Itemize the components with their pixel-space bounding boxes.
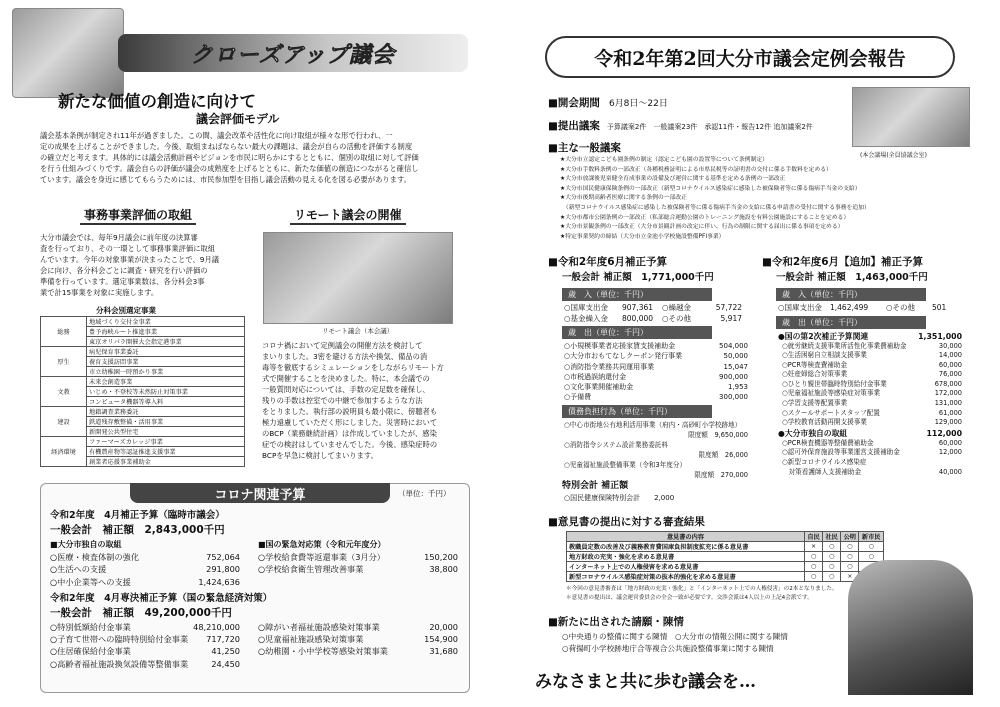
banner-title: クローズアップ議会 — [190, 42, 396, 68]
ippan-item: ★大分市後期高齢者医療に関する条例の一部改正 — [560, 195, 687, 202]
table-cell: 新開発公共型住宅 — [87, 427, 245, 437]
table-header: 新市民 — [859, 532, 884, 542]
remote-title: リモート議会の開催 — [290, 206, 406, 225]
ippan-item: ★大分市国民健康保険条例の一部改正（新型コロナウイルス感染症に感染した被保険者等に係る傷病手当金の支給） — [560, 185, 861, 192]
budget-row: ○大分市おもてなしクーポン発行事業 50,000 — [564, 352, 748, 361]
committee-table — [40, 316, 245, 467]
group-name: 厚生 — [41, 347, 87, 377]
item-value: 57,722 — [715, 303, 742, 312]
sainyu-band: 歳 入（単位：千円） — [776, 288, 926, 301]
saimu-band: 債務負担行為（単位：千円） — [562, 405, 712, 418]
ippan-item: ★大分市手数料条例の一部改正（各種税務証明による市県民税等の証明書の交付に係る手数料を定める） — [560, 166, 832, 173]
budget-row: ○幼稚園・小中学校等感染対策事業 31,680 — [258, 646, 458, 657]
ippan-item: ★大分市立認定こども園条例の制定（認定こども園の設置等について条例制定） — [560, 157, 768, 163]
slogan: みなさまと共に歩む議会を… — [535, 672, 756, 692]
item-label: ○国庫支出金 — [564, 303, 609, 312]
jigyo-line: んでいます。今年の対象事業が決まったことで、9月議 — [40, 255, 220, 264]
report-title-box — [545, 36, 955, 78]
remote-line: 一般質問対応については、手数の定足数を確保し、 — [262, 385, 430, 394]
intro-text — [40, 130, 470, 185]
intro-line: 議会基本条例が制定され11年が過ぎました。この間、議会改革や活性化に向け取組が様々な形で行われ、一 — [40, 131, 393, 140]
seigan-title: ■新たに出された請願・陳情 — [548, 616, 684, 628]
tokubetsu-row: ○国民健康保険特別会計 2,000 — [564, 493, 675, 502]
subhead: 議会評価モデル — [196, 112, 280, 126]
budget-row: ○小規模事業者応援家賃支援補助金 504,000 — [564, 342, 748, 350]
ippan-item: （新型コロナウイルス感染症に感染した被保険者等に係る傷病手当金の支給に係る申請書の受付に関する事務を追加） — [560, 204, 870, 211]
seigan-item: ○中央通りの整備に関する陳情 — [562, 632, 668, 641]
corona-unit: （単位：千円） — [398, 489, 451, 498]
table-cell: コンピュータ機器等導入料 — [87, 397, 245, 407]
budget-row: ○文化事業開催補助金 1,953 — [564, 383, 748, 392]
table-cell: 創業者応援事業補助金 — [87, 457, 245, 467]
remote-line: のBCP（業務継続計画）は作成していましたが、感染 — [262, 429, 437, 438]
budget-row: ○スクールサポートスタッフ配置 61,000 — [782, 408, 962, 417]
headline: 新たな価値の創造に向けて — [58, 92, 256, 111]
intro-line: を行う仕組みづくりです。議会自らの評価が議会の成熟度を上げるとともに、新たな価値の創造につながると確信し — [40, 164, 419, 173]
budget-row: ○特別低額給付金事業 48,210,000 — [50, 621, 240, 632]
budget-row: ○生活への支援 291,800 — [50, 564, 240, 575]
table-cell: 未来会創造事業 — [87, 377, 245, 387]
june-total: 一般会計 補正額 1,771,000千円 — [562, 272, 714, 283]
remote-text — [262, 340, 462, 461]
saimu-item: ○消防指令システム設計業務委託料 — [564, 440, 668, 449]
intro-line: ています。議会を身近に感じてもらうためには、市民参加型を目指し議会活動の見える化を図る必要があります。 — [40, 175, 411, 184]
budget-row: ○子育て世帯への臨時特別給付金事業 717,720 — [50, 634, 240, 645]
table-cell: 有機農産物等認証推進支援事業 — [87, 447, 245, 457]
table-title: 分科会別選定事業 — [96, 306, 156, 315]
budget-row: ○高齢者福祉施設換気設備等整備事業 24,450 — [50, 658, 240, 669]
seigan-item: ○荷揚町小学校跡地庁合等複合公共施設整備事業に関する陳情 — [562, 644, 774, 653]
note-line: ＊意見書の提出は、議会運営委員会の全会一致が必要です。交渉会派は4人以上の上記4会派です。 — [566, 595, 813, 601]
table-cell: 市立幼稚園一時預かり事業 — [87, 367, 245, 377]
table-header: 公明 — [841, 532, 859, 542]
table-cell: 東京オリパラ開催大会指定港事業 — [87, 337, 245, 347]
ippan-item: ★大分市放課後児童健全育成事業の設備及び運営に関する基準を定める条例の一部改正 — [560, 176, 786, 183]
iken-notes — [566, 585, 886, 603]
budget-row: ○消防指令業務共同運用事業 15,047 — [564, 362, 748, 371]
council-chair-photo — [12, 8, 124, 98]
saimu-limit: 限度額 9,650,000 — [688, 430, 748, 439]
budget-row: ○予備費 300,000 — [564, 393, 748, 402]
table-row: 地方財政の充実・強化を求める意見書 ○ ○ ○ ○ — [567, 552, 884, 562]
budget-row: ○学習支援等配置事業 131,000 — [782, 399, 962, 408]
group-name: 経済環境 — [41, 437, 87, 467]
budget-row: 対策看護師人支援補助金 40,000 — [782, 467, 962, 476]
group-name: 総務 — [41, 317, 87, 347]
jigyo-line: 大分市議会では、毎年9月議会に前年度の決算審 — [40, 233, 198, 242]
tsuika-title: ■令和2年度6月【追加】補正予算 — [762, 256, 924, 268]
table-cell: 養育支援訪問事業 — [87, 357, 245, 367]
opinion-table — [566, 531, 884, 582]
table-cell: 病児保育事業委託 — [87, 347, 245, 357]
item-label: ○その他 — [662, 313, 692, 323]
item-value: 1,462,499 — [830, 303, 869, 312]
item-label: ○国庫支出金 — [778, 303, 823, 312]
tokubetsu-total: 特別会計 補正額 — [562, 480, 629, 491]
chamber-caption: (本会議場(全員協議会室) — [860, 152, 928, 159]
ippan-list — [560, 156, 960, 242]
report-title: 令和2年第2回大分市議会定例会報告 — [594, 47, 906, 70]
budget-row: ○妊産婦総合対策事業 76,000 — [782, 370, 962, 379]
table-cell: 地域づくり交付金事業 — [87, 317, 245, 327]
budget-row: ○ひとり親世帯臨時特別給付金事業 678,000 — [782, 379, 962, 388]
remote-line: 極力遠慮していただく形にしました。災害時において — [262, 418, 438, 427]
budget-row: ○PCR等検査費補助金 60,000 — [782, 360, 962, 369]
table-row: 教職員定数の改善及び義務教育費国庫負担制度拡充に係る意見書 × ○ ○ ○ — [567, 542, 884, 552]
table-cell: ファーマーズカレッジ事業 — [87, 437, 245, 447]
saimu-item: ○中心市街地公有地利活用事業（府内・高砂町小学校跡地） — [564, 420, 742, 429]
remote-session-photo — [263, 232, 453, 324]
budget-row: ○学校給食費等返還事業（3月分） 150,200 — [258, 552, 458, 562]
saishutsu-band: 歳 出（単位：千円） — [562, 326, 712, 339]
june-budget — [548, 254, 748, 503]
budget-row: ○学校教育活動再開支援事業 129,000 — [782, 418, 962, 427]
item-value: 501 — [932, 303, 947, 312]
table-cell: 鉄道残存敷整備・活用事業 — [87, 417, 245, 427]
corona-content — [50, 508, 462, 670]
remote-line: コロナ禍において定例議会の開催方法を検討して — [262, 341, 423, 350]
budget-row: ○児童福祉施設感染対策事業 154,900 — [258, 634, 458, 645]
saimu-limit: 限度額 270,000 — [694, 470, 748, 479]
remote-line: 症での検討はしていませんでした。今後、感染症時の — [262, 440, 438, 449]
table-cell: いじめ・不登校等未然防止対策事業 — [87, 387, 245, 397]
koku-head: ●国の第2次補正予算関連 1,351,000 — [778, 331, 962, 341]
tsuika-total: 一般会計 補正額 1,463,000千円 — [776, 272, 928, 283]
teishutsu: ■提出議案 予算議案2件 一般議案23件 承認11件・報告12件 追加議案2件 — [548, 120, 813, 132]
budget-row: ○住居確保給付金事業 41,250 — [50, 646, 240, 657]
jigyo-line: 査を行っており、その一環として事務事業評価に取組 — [40, 244, 216, 253]
senketsu-total: 一般会計 補正額 49,200,000千円 — [50, 606, 232, 619]
corona-title-band — [130, 483, 390, 503]
budget-row: ○認可外保育施設等事業運営支援補助金 12,000 — [782, 448, 962, 457]
remote-line: 式で開催することを決めました。特に、本会議での — [262, 374, 430, 383]
ippan-item: ★特定事業契約の締結（大分市立金池小学校施設整備PFI事業） — [560, 233, 725, 240]
remote-caption: リモート議会（本会議） — [322, 327, 394, 335]
item-value: 800,000 — [622, 313, 654, 323]
note-line: ＊今回の意見書審査は「地方財政の充実・強化」と「インターネット上での人権侵害」の2本となりました。 — [566, 586, 838, 592]
oita-head: ■大分市独自の取組 — [50, 540, 122, 549]
budget-row: ○就労継続支援事業所活性化事業費補助金 30,000 — [782, 341, 962, 350]
item-label: ○繰越金 — [662, 303, 692, 312]
jigyo-line: 業で計15事業を対象に実施します。 — [40, 288, 159, 297]
remote-line: 残りの手数は控室での中継で参加するような方法 — [262, 396, 423, 405]
table-cell: 地籍調査業務委託 — [87, 407, 245, 417]
group-name: 文教 — [41, 377, 87, 407]
budget-row: ○PCR検査機器等整備費補助金 60,000 — [782, 438, 962, 447]
chamber-photo — [852, 87, 970, 147]
jigyo-line: 会に向け、各分科会ごとに調査・研究を行い評価の — [40, 266, 208, 275]
budget-row: ○新型コロナウイルス感染症 — [782, 458, 867, 467]
senketsu-head: 令和2年度 4月専決補正予算（国の緊急経済対策） — [50, 592, 273, 604]
sainyu-band: 歳 入（単位：千円） — [562, 288, 712, 301]
ippan-item: ★大分市都市公園条例の一部改正（私部総合運動公園のトレーニング施設を有料公園施設にすることを定める） — [560, 214, 850, 221]
table-header: 社民 — [823, 532, 841, 542]
seigan-item: ○大分市の情報公開に関する陳情 — [674, 632, 788, 641]
table-row: 新型コロナウイルス感染症対策の抜本的強化を求める意見書 ○ ○ × — [567, 572, 884, 582]
saimu-item: ○児童福祉施設整備事業（令和3年度分） — [564, 460, 687, 469]
intro-line: 定の成果を上げることができました。今後、取組まねばならない最大の課題は、議会が自らの活動を評価する制度 — [40, 142, 413, 151]
table-header: 意見書の内容 — [567, 532, 805, 542]
banner — [118, 34, 468, 72]
remote-line: BCPを早急に検討してまいります。 — [262, 451, 378, 460]
rinji-head: 令和2年度 4月補正予算（臨時市議会） — [50, 510, 225, 521]
item-label: ○基金繰入金 — [564, 313, 609, 323]
kuni-head: ■国の緊急対応策（令和元年度分） — [258, 540, 386, 549]
ippan-item: ★大分市景観条例の一部改正（大分市景観計画の改定に伴い、行為の制限に関する届出に係る事項を定める） — [560, 224, 844, 231]
speaker-photo — [848, 560, 973, 695]
saimu-limit: 限度額 26,000 — [698, 450, 748, 459]
iken-title: ■意見書の提出に対する審査結果 — [548, 516, 705, 528]
remote-line: をとりました。執行部の説明員も最小限に、傍聴者も — [262, 407, 438, 416]
budget-row: ○生活困窮自立相談支援事業 14,000 — [782, 351, 962, 360]
budget-row: ○中小企業等への支援 1,424,636 — [50, 576, 240, 587]
budget-row: ○児童福祉施設等感染症対策事業 172,000 — [782, 389, 962, 398]
item-value: 5,917 — [720, 313, 742, 323]
june-additional-budget — [762, 254, 962, 477]
group-name: 建設 — [41, 407, 87, 437]
seigan-list — [562, 631, 872, 655]
table-header: 自民 — [805, 532, 823, 542]
item-value: 907,361 — [622, 303, 654, 312]
remote-line: まいりました。3密を避ける方法や換気、備品の消 — [262, 352, 428, 361]
oita-own-head: ●大分市独自の取組 112,000 — [778, 428, 962, 438]
table-row: インターネット上での人権侵害を求める意見書 ○ ○ ○ — [567, 562, 884, 572]
budget-row: ○学校給食衛生管理改善事業 38,800 — [258, 564, 458, 575]
ippan-head: ■主な一般議案 — [548, 142, 621, 154]
budget-row: ○医療・検査体制の強化 752,064 — [50, 552, 240, 562]
june-title: ■令和2年度6月補正予算 — [548, 256, 668, 268]
budget-row: ○障がい者福祉施設感染対策事業 20,000 — [258, 621, 458, 632]
item-label: ○その他 — [886, 303, 916, 312]
rinji-total: 一般会計 補正額 2,843,000千円 — [50, 524, 225, 536]
kaikai: ■開会期間 6月8日〜22日 — [548, 97, 668, 109]
table-cell: 豊予海峡ルート推進事業 — [87, 327, 245, 337]
remote-line: 毒等を徹底するシミュレーションをしながらリモート方 — [262, 363, 444, 372]
jigyo-line: 準備を行っています。選定事業数は、各分科会3事 — [40, 277, 205, 286]
intro-line: の確立だと考えます。具体的には議会活動計画やビジョンを市民に明らかにするとともに、個別の取組に対して評価 — [40, 153, 419, 162]
corona-title: コロナ関連予算 — [214, 487, 306, 503]
jigyo-text — [40, 232, 245, 298]
saishutsu-band: 歳 出（単位：千円） — [776, 316, 926, 329]
jigyo-title: 事務事業評価の取組 — [80, 206, 196, 225]
budget-row: ○市税過誤納還付金 900,000 — [564, 372, 748, 381]
